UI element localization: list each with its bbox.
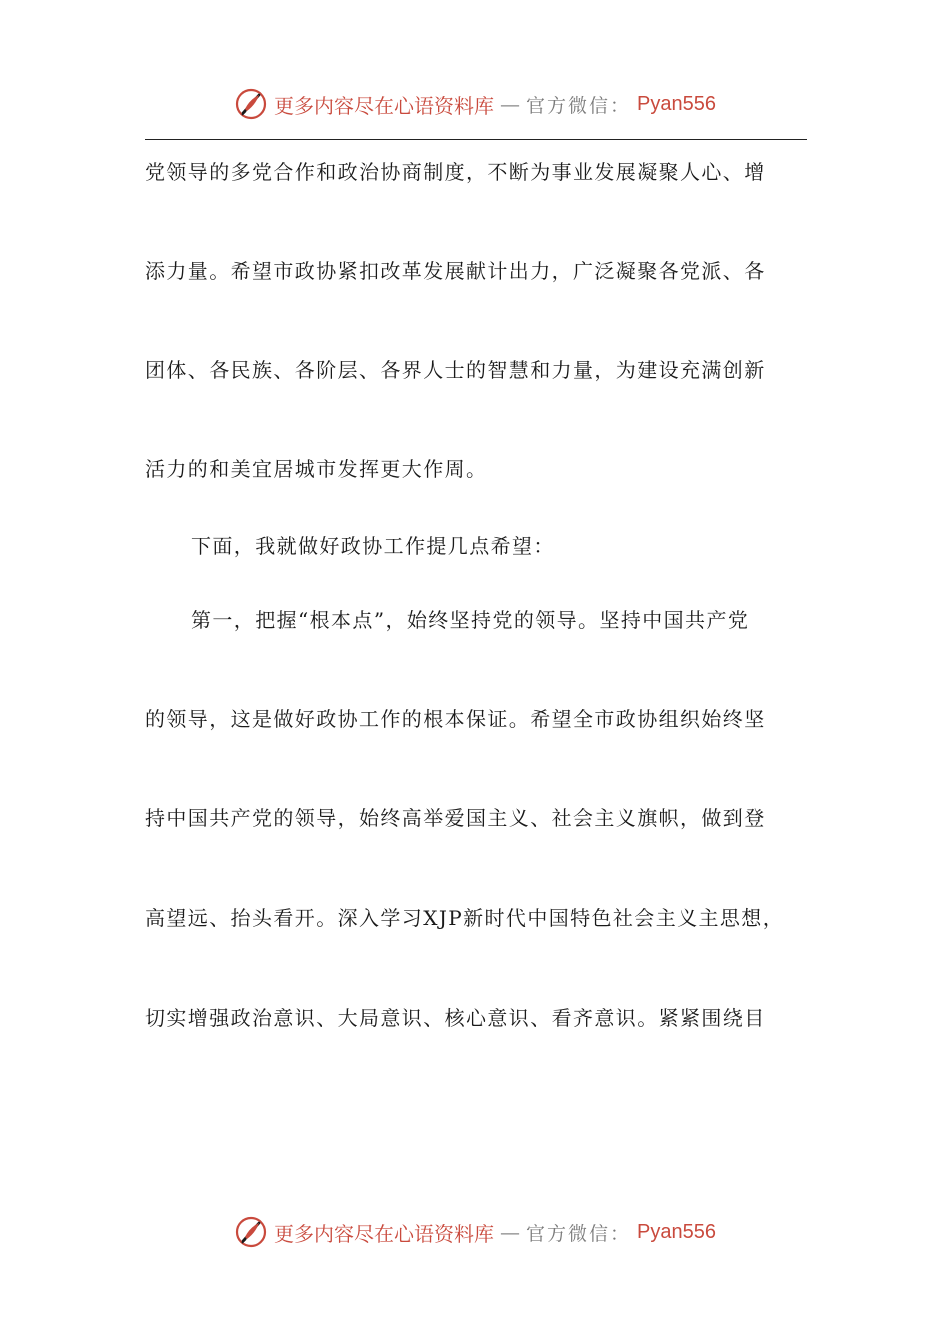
body-line-10: 切实增强政治意识、大局意识、核心意识、看齐意识。紧紧围绕目	[145, 1006, 766, 1030]
quill-logo-icon	[234, 1215, 268, 1249]
body-line-3: 团体、各民族、各阶层、各界人士的智慧和力量，为建设充满创新	[145, 358, 766, 382]
header-wechat-id: Pyan556	[637, 92, 716, 115]
body-line-7: 的领导，这是做好政协工作的根本保证。希望全市政协组织始终坚	[145, 707, 766, 731]
footer-site-name: 更多内容尽在心语资料库	[274, 1221, 494, 1246]
footer-separator: —	[500, 1220, 520, 1244]
header-site-name: 更多内容尽在心语资料库	[274, 93, 494, 118]
header-separator: —	[500, 92, 520, 116]
footer-wechat-label: 官方微信：	[526, 1222, 632, 1245]
body-line-1: 党领导的多党合作和政治协商制度，不断为事业发展凝聚人心、增	[145, 160, 766, 184]
quill-logo-icon	[234, 87, 268, 121]
body-line-9: 高望远、抬头看开。深入学习XJP新时代中国特色社会主义主思想，	[145, 906, 785, 930]
header-rule	[145, 139, 807, 140]
body-line-5: 下面，我就做好政协工作提几点希望：	[191, 534, 555, 558]
body-line-2: 添力量。希望市政协紧扣改革发展献计出力，广泛凝聚各党派、各	[145, 259, 766, 283]
header-wechat-label: 官方微信：	[526, 94, 632, 117]
footer-banner	[0, 1212, 950, 1252]
body-line-4: 活力的和美宜居城市发挥更大作周。	[145, 457, 488, 481]
header-banner	[0, 84, 950, 124]
body-line-8: 持中国共产党的领导，始终高举爱国主义、社会主义旗帜，做到登	[145, 806, 766, 830]
footer-wechat-id: Pyan556	[637, 1220, 716, 1243]
body-line-6: 第一，把握“根本点”，始终坚持党的领导。坚持中国共产党	[191, 608, 750, 632]
